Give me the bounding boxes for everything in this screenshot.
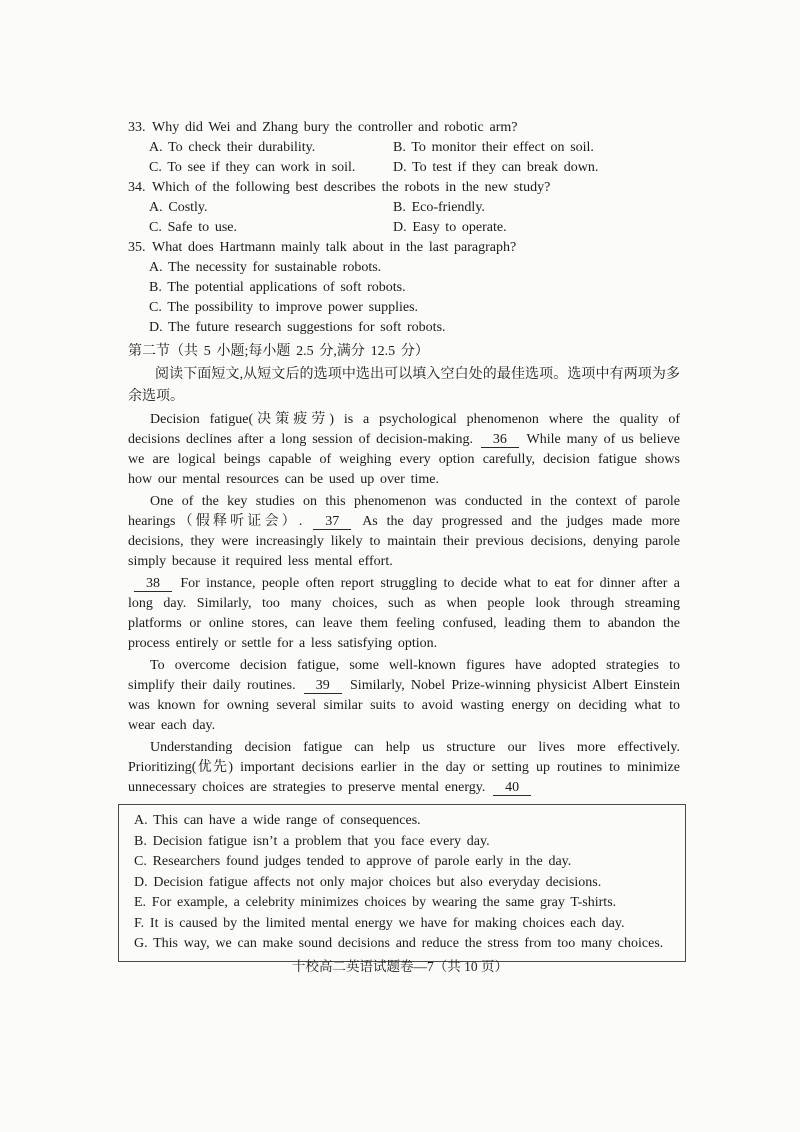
- question-text: Why did Wei and Zhang bury the controller and robotic arm?: [152, 120, 518, 135]
- choice-item-g: G. This way, we can make sound decisions and reduce the stress from too many choices.: [134, 936, 664, 951]
- blank-36: 36: [481, 432, 519, 448]
- section-heading: 第二节（共 5 小题;每小题 2.5 分,满分 12.5 分）: [128, 344, 429, 359]
- blank-38: 38: [134, 576, 172, 592]
- question-35-options: [128, 258, 680, 338]
- choice-item-d: D. Decision fatigue affects not only major choices but also everyday decisions.: [134, 874, 602, 890]
- question-34: [128, 178, 680, 238]
- option-c: C. The possibility to improve power supplies.: [149, 300, 419, 315]
- option-d: D. To test if they can break down.: [393, 160, 599, 175]
- choice-item-c: C. Researchers found judges tended to approve of parole early in the day.: [134, 854, 572, 869]
- option-a: A. Costly.: [149, 200, 208, 215]
- choice-item-b: B. Decision fatigue isn’t a problem that you face every day.: [134, 833, 490, 849]
- blank-39: 39: [304, 678, 342, 694]
- page-footer: 十校高二英语试题卷—7（共 10 页）: [292, 959, 508, 974]
- passage: [128, 410, 680, 798]
- paragraph-text: To overcome decision fatigue, some well-known figures have adopted strategies to simplify their daily routines.: [128, 658, 680, 693]
- passage-paragraph-5: [128, 738, 680, 798]
- question-34-options: [128, 198, 680, 238]
- option-d: D. Easy to operate.: [393, 220, 507, 235]
- passage-paragraph-2: [128, 492, 680, 572]
- passage-paragraph-3: [128, 574, 680, 654]
- question-33-options: [128, 138, 680, 178]
- choices-box: [118, 804, 686, 962]
- passage-paragraph-4: [128, 656, 680, 736]
- choice-item-f: F. It is caused by the limited mental energy we have for making choices each day.: [134, 915, 625, 931]
- question-number: 35.: [128, 240, 146, 255]
- choice-item-a: A. This can have a wide range of consequences.: [134, 813, 421, 828]
- question-34-stem: [128, 178, 680, 198]
- paragraph-text: Similarly, Nobel Prize-winning physicist Albert Einstein was known for owning several similar suits to avoid wasting energy on deciding what to wear each day.: [128, 678, 680, 733]
- paragraph-text: As the day progressed and the judges made more decisions, they were increasingly likely to maintain their previous decisions, denying parole simply because it required less mental effort.: [128, 514, 680, 569]
- paragraph-text: While many of us believe we are logical beings capable of weighing every option carefully, decision fatigue shows how our mental resources can be used up over time.: [128, 432, 680, 487]
- section-instruction: 阅读下面短文,从短文后的选项中选出可以填入空白处的最佳选项。选项中有两项为多余选项。: [128, 367, 680, 404]
- question-35: [128, 238, 680, 338]
- option-c: C. To see if they can work in soil.: [149, 160, 356, 175]
- question-35-stem: [128, 238, 680, 258]
- question-33: [128, 118, 680, 178]
- passage-paragraph-1: [128, 410, 680, 490]
- option-a: A. To check their durability.: [149, 140, 316, 155]
- option-a: A. The necessity for sustainable robots.: [149, 260, 382, 275]
- option-c: C. Safe to use.: [149, 220, 237, 235]
- question-text: Which of the following best describes the robots in the new study?: [152, 180, 551, 195]
- option-b: B. Eco-friendly.: [393, 200, 485, 215]
- paragraph-text: Understanding decision fatigue can help us structure our lives more effectively. Prioritizing(优先) important decisions earlier in the day or setting up routines to minimize unnecessary choices are strategies to preserve mental energy.: [128, 740, 680, 795]
- question-number: 34.: [128, 180, 146, 195]
- choice-item-e: E. For example, a celebrity minimizes choices by wearing the same gray T-shirts.: [134, 895, 617, 910]
- paragraph-text: One of the key studies on this phenomenon was conducted in the context of parole hearings（假释听证会）.: [128, 494, 680, 529]
- option-d: D. The future research suggestions for soft robots.: [149, 320, 446, 335]
- blank-37: 37: [313, 514, 351, 530]
- paragraph-text: For instance, people often report struggling to decide what to eat for dinner after a long day. Similarly, too many choices, such as when people look through streaming platforms or online stores, can leave them feeling confused, leading them to abandon the process entirely or settle for a less satisfying option.: [128, 576, 680, 651]
- question-text: What does Hartmann mainly talk about in the last paragraph?: [152, 240, 517, 255]
- option-b: B. The potential applications of soft robots.: [149, 280, 406, 295]
- question-number: 33.: [128, 120, 146, 135]
- blank-40: 40: [493, 780, 531, 796]
- option-b: B. To monitor their effect on soil.: [393, 140, 594, 155]
- question-33-stem: [128, 118, 680, 138]
- paragraph-text: Decision fatigue(决策疲劳) is a psychological phenomenon where the quality of decisions declines after a long session of decision-making.: [128, 412, 680, 447]
- exam-content: [128, 118, 680, 962]
